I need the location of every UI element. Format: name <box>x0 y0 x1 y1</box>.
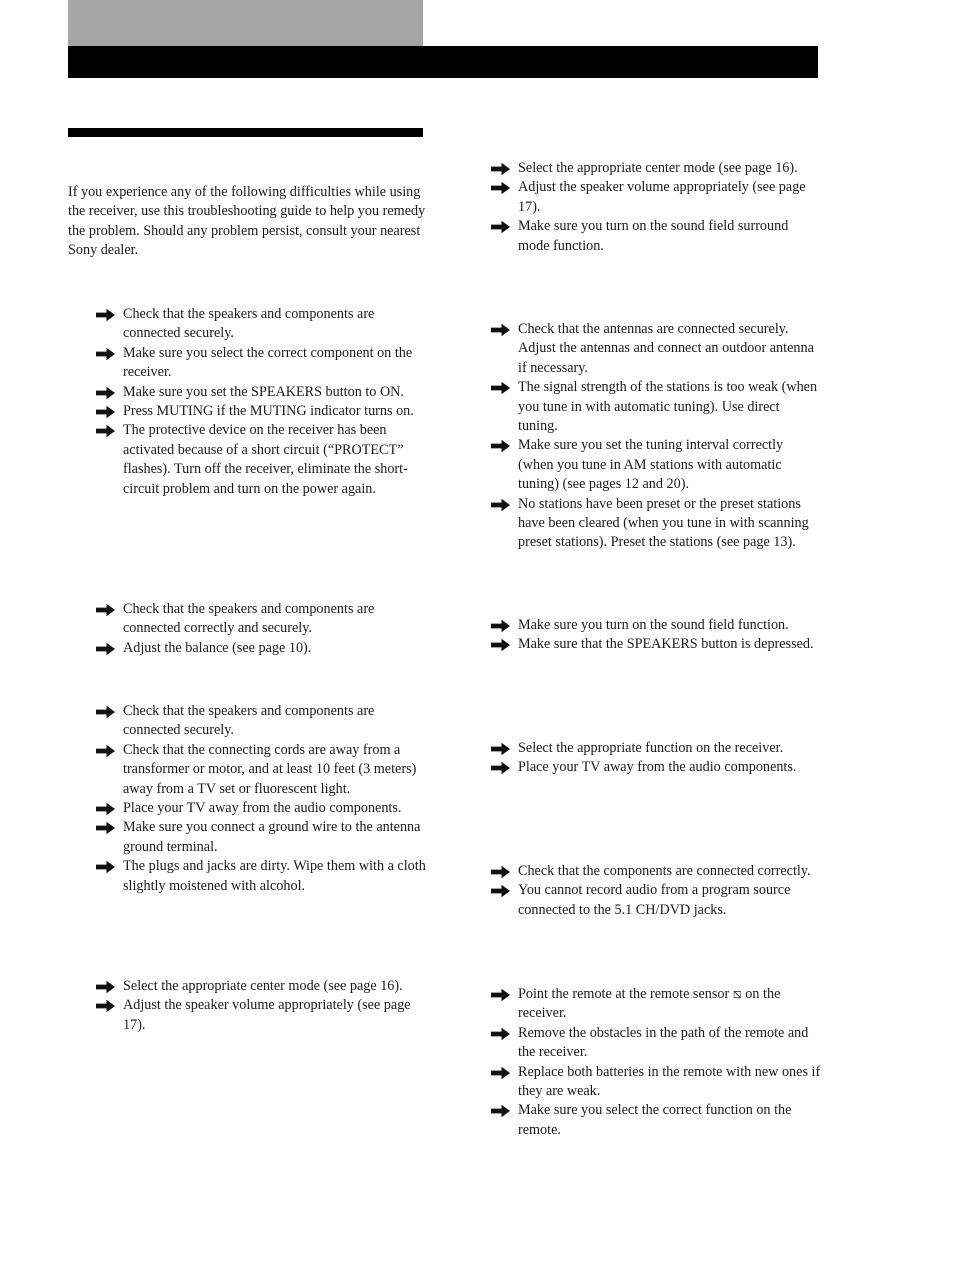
bullet-text: Check that the speakers and components are connected securely. <box>123 703 375 739</box>
right-bullet-group-5 <box>490 862 822 920</box>
bullet-item <box>95 996 427 1035</box>
bullet-text: Check that the speakers and components are connected correctly and securely. <box>123 601 375 637</box>
bullet-item <box>490 495 822 553</box>
arrow-right-icon <box>490 381 511 395</box>
bullet-item <box>95 383 427 402</box>
bullet-item <box>95 741 427 799</box>
arrow-right-icon <box>490 220 511 234</box>
bullet-text: Select the appropriate center mode (see page 16). <box>123 978 403 994</box>
arrow-right-icon <box>490 865 511 879</box>
right-bullet-group-2 <box>490 320 822 553</box>
bullet-text: Check that the components are connected correctly. <box>518 863 811 879</box>
bullet-item <box>490 159 822 178</box>
bullet-item <box>490 881 822 920</box>
bullet-text: The protective device on the receiver has been activated because of a short circuit (“PROTECT” flashes). Turn off the receiver, eliminate the short-circuit problem and turn on the power again. <box>123 422 408 497</box>
arrow-right-icon <box>95 386 116 400</box>
bullet-item <box>490 985 822 1024</box>
bullet-text: Make sure that the SPEAKERS button is depressed. <box>518 636 814 653</box>
bullet-item <box>95 600 427 639</box>
bullet-item <box>490 178 822 217</box>
bullet-item <box>95 402 427 421</box>
right-bullet-group-6 <box>490 985 822 1140</box>
bullet-item <box>95 799 427 818</box>
bullet-item <box>490 862 822 881</box>
arrow-right-icon <box>95 999 116 1013</box>
bullet-item <box>490 1024 822 1063</box>
bullet-item <box>490 635 822 654</box>
bullet-item <box>490 320 822 378</box>
bullet-item <box>490 378 822 436</box>
bullet-item <box>490 758 822 777</box>
bullet-text: Replace both batteries in the remote with new ones if they are weak. <box>518 1063 821 1100</box>
bullet-item <box>95 818 427 857</box>
arrow-right-icon <box>490 742 511 756</box>
bullet-text: The signal strength of the stations is too weak (when you tune in with automatic tuning). Use direct tuning. <box>518 379 818 435</box>
bullet-text: Point the remote at the remote sensor ⧅ on the receiver. <box>518 986 781 1022</box>
bullet-item <box>95 639 427 658</box>
arrow-right-icon <box>95 603 116 617</box>
left-bullet-group-3 <box>95 702 427 896</box>
arrow-right-icon <box>490 638 511 652</box>
arrow-right-icon <box>95 980 116 994</box>
bullet-text: Make sure you select the correct function on the remote. <box>518 1102 792 1138</box>
bullet-item <box>95 421 427 499</box>
header-black-bar <box>68 46 818 78</box>
left-bullet-group-4 <box>95 977 427 1035</box>
bullet-text: Check that the connecting cords are away from a transformer or motor, and at least 10 feet (3 meters) away from a TV set or fluorescent light. <box>123 741 417 797</box>
arrow-right-icon <box>490 1104 511 1118</box>
header-gray-tab <box>68 0 423 46</box>
arrow-right-icon <box>95 744 116 758</box>
bullet-text: No stations have been preset or the preset stations have been cleared (when you tune in with scanning preset stations). Preset the stations (see page 13). <box>518 495 809 551</box>
arrow-right-icon <box>490 1066 511 1080</box>
bullet-item <box>490 217 822 256</box>
arrow-right-icon <box>490 761 511 775</box>
bullet-text: Adjust the speaker volume appropriately (see page 17). <box>518 179 806 215</box>
bullet-text: Check that the antennas are connected securely. Adjust the antennas and connect an outdoor antenna if necessary. <box>518 321 814 376</box>
bullet-text: You cannot record audio from a program source connected to the 5.1 CH/DVD jacks. <box>518 882 791 918</box>
arrow-right-icon <box>95 802 116 816</box>
arrow-right-icon <box>490 162 511 176</box>
bullet-item <box>95 857 427 896</box>
arrow-right-icon <box>95 424 116 438</box>
arrow-right-icon <box>490 439 511 453</box>
bullet-item <box>490 1063 822 1102</box>
right-bullet-group-3 <box>490 616 822 655</box>
bullet-item <box>95 977 427 996</box>
arrow-right-icon <box>490 619 511 633</box>
left-bullet-group-2 <box>95 600 427 658</box>
bullet-text: The plugs and jacks are dirty. Wipe them with a cloth slightly moistened with alcohol. <box>123 858 426 894</box>
arrow-right-icon <box>95 642 116 656</box>
arrow-right-icon <box>95 860 116 874</box>
arrow-right-icon <box>95 405 116 419</box>
bullet-item <box>490 616 822 635</box>
arrow-right-icon <box>490 884 511 898</box>
bullet-text: Make sure you connect a ground wire to the antenna ground terminal. <box>123 819 421 855</box>
section-rule <box>68 128 423 137</box>
bullet-item <box>490 739 822 758</box>
bullet-text: Adjust the speaker volume appropriately (see page 17). <box>123 997 411 1033</box>
bullet-text: Make sure you turn on the sound field surround mode function. <box>518 218 789 254</box>
bullet-text: Press MUTING if the MUTING indicator turns on. <box>123 403 414 420</box>
bullet-text: Make sure you turn on the sound field function. <box>518 617 789 633</box>
bullet-item <box>490 1101 822 1140</box>
arrow-right-icon <box>95 821 116 835</box>
arrow-right-icon <box>95 705 116 719</box>
left-bullet-group-1 <box>95 305 427 499</box>
arrow-right-icon <box>490 181 511 195</box>
right-bullet-group-1 <box>490 159 822 256</box>
bullet-text: Make sure you set the SPEAKERS button to ON. <box>123 383 404 400</box>
bullet-item <box>95 305 427 344</box>
bullet-text: Make sure you set the tuning interval correctly (when you tune in AM stations with automatic tuning) (see pages 12 and 20). <box>518 437 784 493</box>
bullet-text: Select the appropriate center mode (see page 16). <box>518 160 798 176</box>
arrow-right-icon <box>490 988 511 1002</box>
arrow-right-icon <box>490 1027 511 1041</box>
bullet-text: Place your TV away from the audio components. <box>518 759 797 776</box>
bullet-text: Select the appropriate function on the receiver. <box>518 740 784 756</box>
arrow-right-icon <box>95 347 116 361</box>
bullet-text: Remove the obstacles in the path of the remote and the receiver. <box>518 1024 809 1061</box>
bullet-text: Check that the speakers and components are connected securely. <box>123 306 375 342</box>
bullet-item <box>95 702 427 741</box>
intro-paragraph: If you experience any of the following difficulties while using the receiver, use this troubleshooting guide to help you remedy the problem. Should any problem persist, consult your nearest Sony dealer. <box>68 184 426 259</box>
bullet-text: Adjust the balance (see page 10). <box>123 639 312 656</box>
bullet-text: Make sure you select the correct component on the receiver. <box>123 344 413 381</box>
arrow-right-icon <box>490 323 511 337</box>
arrow-right-icon <box>95 308 116 322</box>
bullet-item <box>490 436 822 494</box>
arrow-right-icon <box>490 498 511 512</box>
bullet-text: Place your TV away from the audio components. <box>123 800 402 817</box>
bullet-item <box>95 344 427 383</box>
right-bullet-group-4 <box>490 739 822 778</box>
